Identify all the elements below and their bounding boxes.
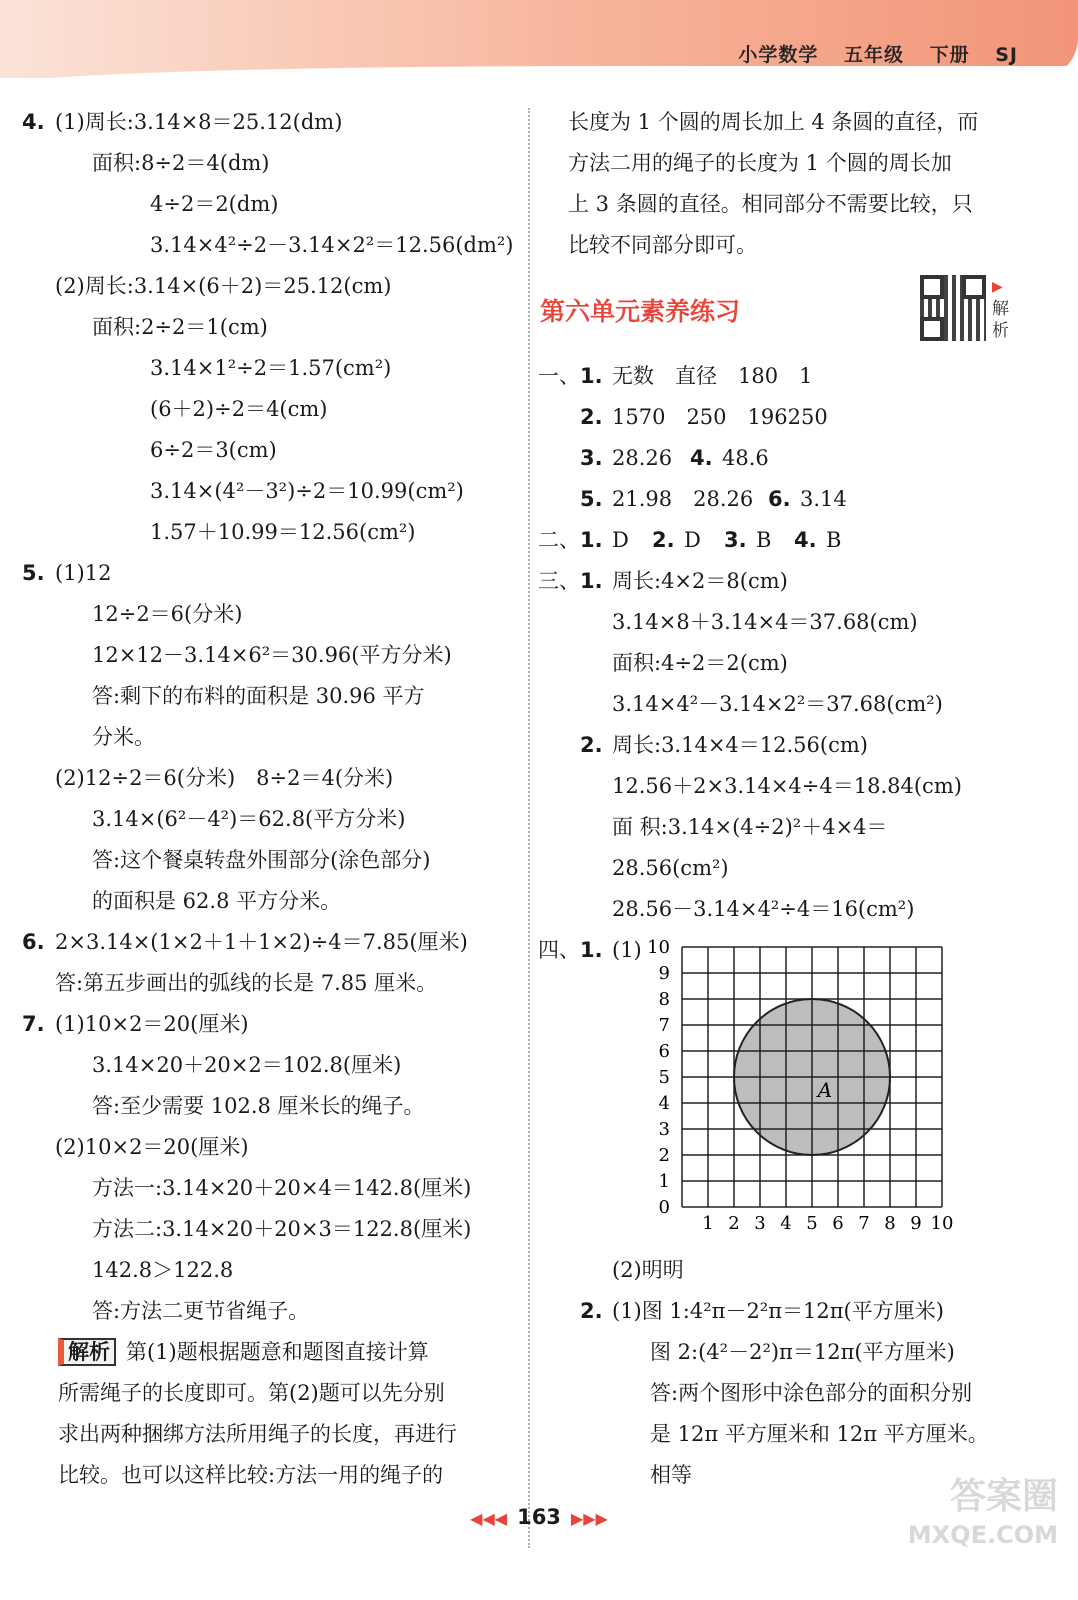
p4-line: 是 12π 平方厘米和 12π 平方厘米。 — [650, 1422, 989, 1446]
y-tick-label: 5 — [658, 1067, 670, 1088]
y-tick-label: 3 — [658, 1119, 670, 1140]
p1-answer: 28.26 — [612, 446, 673, 470]
p1-answer: 3.14 — [800, 487, 847, 511]
p3-line: 周长:3.14×4＝12.56(cm) — [612, 733, 868, 757]
p3-line: 28.56(cm²) — [612, 856, 729, 880]
x-tick-label: 9 — [910, 1213, 922, 1234]
q4-line: 3.14×1²÷2＝1.57(cm²) — [150, 356, 392, 380]
q5-line: 答:这个餐桌转盘外围部分(涂色部分) — [92, 848, 431, 872]
p3-num: 2. — [580, 733, 603, 757]
q7-line: 答:至少需要 102.8 厘米长的绳子。 — [92, 1094, 425, 1118]
x-tick-label: 7 — [858, 1213, 870, 1234]
p1-num: 5. — [580, 487, 603, 511]
p2-answer: B — [826, 528, 842, 552]
p4-line: (1) — [612, 938, 642, 962]
q7-line: 142.8＞122.8 — [92, 1258, 234, 1282]
p4-line: 相等 — [650, 1463, 692, 1487]
q4-line: 面积:2÷2＝1(cm) — [92, 315, 268, 339]
volume-label: 下册 — [929, 44, 970, 66]
p1-answer: 21.98 28.26 — [612, 487, 754, 511]
x-tick-label: 4 — [780, 1213, 792, 1234]
p2-num: 3. — [724, 528, 747, 552]
analysis-cont-line: 比较不同部分即可。 — [568, 233, 757, 257]
part4-head: 四、 — [538, 938, 580, 962]
p4-line: (1)图 1:4²π－2²π＝12π(平方厘米) — [612, 1299, 944, 1323]
watermark: 答案圈 MXQE.COM — [907, 1476, 1058, 1549]
q5-line: 12÷2＝6(分米) — [92, 602, 243, 626]
analysis-line — [58, 1338, 429, 1366]
analysis-line: 所需绳子的长度即可。第(2)题可以先分别 — [58, 1381, 445, 1405]
p4-num: 2. — [580, 1299, 603, 1323]
q4-line: (1)周长:3.14×8＝25.12(dm) — [55, 110, 343, 134]
q7-number: 7. — [22, 1012, 45, 1036]
x-tick-label: 2 — [728, 1213, 740, 1234]
q6-number: 6. — [22, 930, 45, 954]
y-tick-label: 6 — [658, 1041, 670, 1062]
y-tick-label: 10 — [647, 937, 670, 958]
x-tick-label: 5 — [806, 1213, 818, 1234]
p3-num: 1. — [580, 569, 603, 593]
y-tick-label: 7 — [658, 1015, 670, 1036]
p4-line: 答:两个图形中涂色部分的面积分别 — [650, 1381, 973, 1405]
q5-number: 5. — [22, 561, 45, 585]
p1-num: 6. — [768, 487, 791, 511]
q6-line: 答:第五步画出的弧线的长是 7.85 厘米。 — [55, 971, 438, 995]
section-title: 第六单元素养练习 — [540, 297, 741, 326]
p2-answer: D — [612, 528, 629, 552]
qr-code[interactable] — [920, 275, 986, 341]
header-info — [720, 40, 1018, 67]
q7-line: 方法二:3.14×20＋20×3＝122.8(厘米) — [92, 1217, 472, 1241]
part1-head: 一、 — [538, 364, 580, 388]
x-tick-label: 6 — [832, 1213, 844, 1234]
prev-arrows-icon: ◀◀◀ — [470, 1509, 508, 1528]
x-tick-label: 1 — [702, 1213, 714, 1234]
p4-num: 1. — [580, 938, 603, 962]
p1-num: 3. — [580, 446, 603, 470]
q7-line: (1)10×2＝20(厘米) — [55, 1012, 249, 1036]
qr-label: ▶解析 — [992, 279, 1009, 341]
p2-answer: B — [756, 528, 772, 552]
q5-line: 3.14×(6²－4²)＝62.8(平方分米) — [92, 807, 406, 831]
y-tick-label: 0 — [658, 1197, 670, 1218]
x-tick-label: 8 — [884, 1213, 896, 1234]
analysis-line: 比较。也可以这样比较:方法一用的绳子的 — [58, 1463, 444, 1487]
p3-line: 周长:4×2＝8(cm) — [612, 569, 788, 593]
q4-line: (2)周长:3.14×(6＋2)＝25.12(cm) — [55, 274, 392, 298]
q4-line: 3.14×4²÷2－3.14×2²＝12.56(dm²) — [150, 233, 514, 257]
part2-head: 二、 — [538, 528, 580, 552]
p1-answer: 1570 250 196250 — [612, 405, 828, 429]
q5-line: 分米。 — [92, 725, 155, 749]
q5-line: (1)12 — [55, 561, 112, 585]
circle-label: A — [817, 1078, 833, 1102]
q5-line: 的面积是 62.8 平方分米。 — [92, 889, 342, 913]
q5-line: 12×12－3.14×6²＝30.96(平方分米) — [92, 643, 452, 667]
q5-line: 答:剩下的布料的面积是 30.96 平方 — [92, 684, 425, 708]
p4-line: 图 2:(4²－2²)π＝12π(平方厘米) — [650, 1340, 955, 1364]
q6-line: 2×3.14×(1×2＋1＋1×2)÷4＝7.85(厘米) — [55, 930, 468, 954]
x-tick-label: 10 — [930, 1213, 954, 1234]
analysis-line: 求出两种捆绑方法所用绳子的长度，再进行 — [58, 1422, 457, 1446]
part3-head: 三、 — [538, 569, 580, 593]
p1-answer: 无数 直径 180 1 — [612, 364, 813, 388]
q7-line: 答:方法二更节省绳子。 — [92, 1299, 310, 1323]
q4-line: 1.57＋10.99＝12.56(cm²) — [150, 520, 416, 544]
p3-line: 28.56－3.14×4²÷4＝16(cm²) — [612, 897, 915, 921]
y-tick-label: 4 — [658, 1093, 670, 1114]
q7-line: 3.14×20＋20×2＝102.8(厘米) — [92, 1053, 402, 1077]
y-tick-label: 8 — [658, 989, 670, 1010]
p2-answer: D — [684, 528, 701, 552]
analysis-cont-line: 上 3 条圆的直径。相同部分不需要比较，只 — [568, 192, 973, 216]
p3-line: 3.14×8＋3.14×4＝37.68(cm) — [612, 610, 918, 634]
analysis-tag: 解析 — [58, 1338, 116, 1366]
grid-figure — [640, 935, 960, 1235]
p3-line: 面 积:3.14×(4÷2)²＋4×4＝ — [612, 815, 888, 839]
y-tick-label: 2 — [658, 1145, 670, 1166]
q5-line: (2)12÷2＝6(分米) 8÷2＝4(分米) — [55, 766, 394, 790]
page-number: 163 — [517, 1505, 561, 1529]
q7-line: (2)10×2＝20(厘米) — [55, 1135, 249, 1159]
analysis-text: 第(1)题根据题意和题图直接计算 — [126, 1340, 429, 1364]
grade-label: 五年级 — [843, 44, 904, 66]
q4-line: 3.14×(4²－3²)÷2＝10.99(cm²) — [150, 479, 464, 503]
p1-num: 1. — [580, 364, 603, 388]
p1-num: 2. — [580, 405, 603, 429]
column-divider — [528, 108, 530, 1548]
q4-line: 面积:8÷2＝4(dm) — [92, 151, 270, 175]
q7-line: 方法一:3.14×20＋20×4＝142.8(厘米) — [92, 1176, 472, 1200]
p4-line: (2)明明 — [612, 1258, 684, 1282]
edition-label: SJ — [995, 44, 1018, 66]
p2-num: 2. — [652, 528, 675, 552]
analysis-cont-line: 长度为 1 个圆的周长加上 4 条圆的直径，而 — [568, 110, 979, 134]
p1-answer: 48.6 — [722, 446, 769, 470]
q4-line: 6÷2＝3(cm) — [150, 438, 277, 462]
p2-num: 4. — [794, 528, 817, 552]
q4-line: (6＋2)÷2＝4(cm) — [150, 397, 328, 421]
analysis-cont-line: 方法二用的绳子的长度为 1 个圆的周长加 — [568, 151, 952, 175]
q4-line: 4÷2＝2(dm) — [150, 192, 279, 216]
y-tick-label: 9 — [658, 963, 670, 984]
p2-num: 1. — [580, 528, 603, 552]
p3-line: 面积:4÷2＝2(cm) — [612, 651, 788, 675]
y-tick-label: 1 — [658, 1171, 670, 1192]
p3-line: 3.14×4²－3.14×2²＝37.68(cm²) — [612, 692, 943, 716]
p3-line: 12.56＋2×3.14×4÷4＝18.84(cm) — [612, 774, 962, 798]
p1-num: 4. — [690, 446, 713, 470]
next-arrows-icon: ▶▶▶ — [570, 1509, 608, 1528]
subject-label: 小学数学 — [738, 44, 819, 66]
q4-number: 4. — [22, 110, 45, 134]
x-tick-label: 3 — [754, 1213, 766, 1234]
play-icon: ▶ — [992, 279, 1003, 295]
